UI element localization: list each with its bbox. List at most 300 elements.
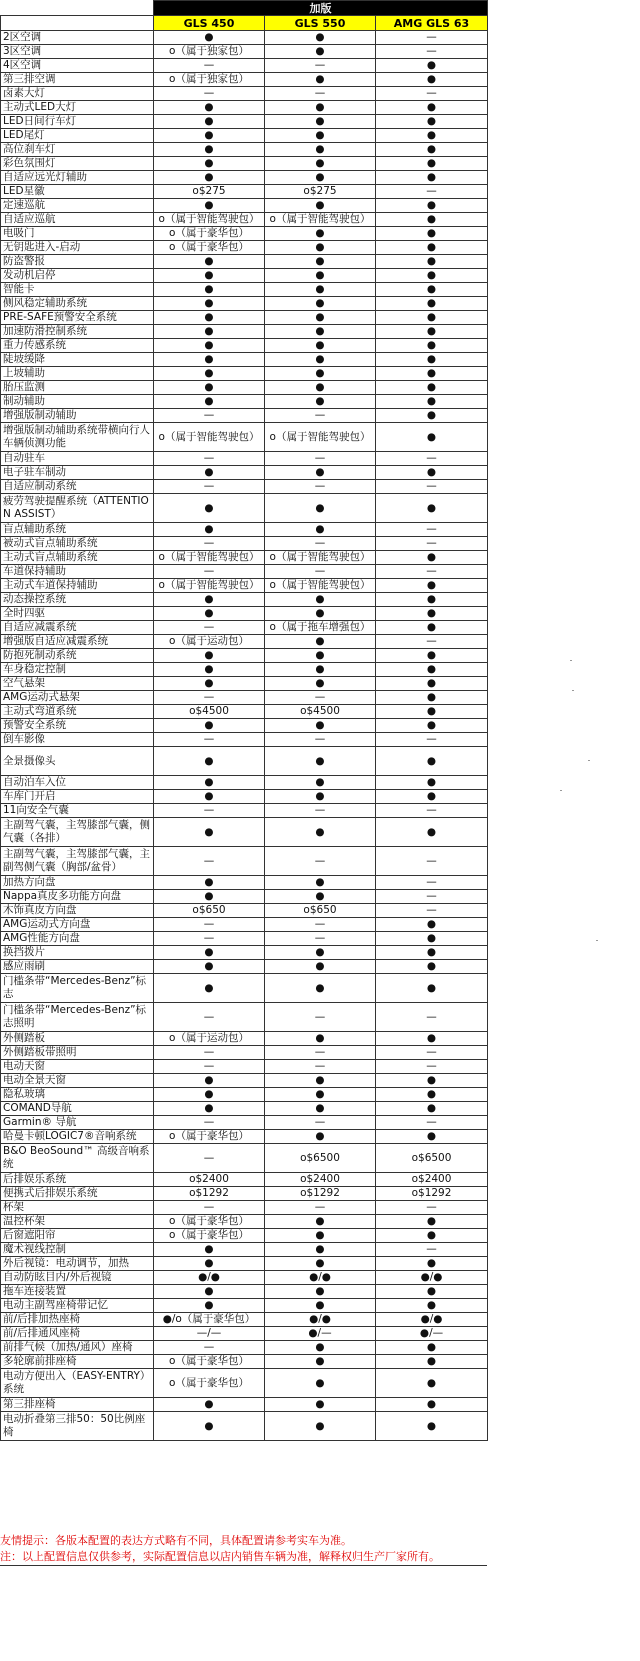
value-gls-450: ● — [154, 325, 265, 339]
value-gls-450: o（属于豪华包） — [154, 241, 265, 255]
value-amg-gls-63: ● — [376, 395, 488, 409]
table-row — [1, 1229, 488, 1243]
value-amg-gls-63: — — [376, 1003, 488, 1032]
value-amg-gls-63: ● — [376, 918, 488, 932]
table-row — [1, 607, 488, 621]
value-amg-gls-63: — — [376, 45, 488, 59]
value-gls-450: — — [154, 804, 265, 818]
value-gls-450: o（属于独家包） — [154, 45, 265, 59]
value-amg-gls-63: ● — [376, 466, 488, 480]
value-gls-550: — — [265, 691, 376, 705]
value-gls-450: — — [154, 733, 265, 747]
value-amg-gls-63: — — [376, 1201, 488, 1215]
value-gls-550: o（属于智能驾驶包） — [265, 579, 376, 593]
value-gls-450: ● — [154, 1257, 265, 1271]
value-gls-550: — — [265, 452, 376, 466]
value-gls-550: ● — [265, 677, 376, 691]
value-gls-450: ● — [154, 311, 265, 325]
value-gls-550: o$1292 — [265, 1187, 376, 1201]
value-gls-450: ● — [154, 523, 265, 537]
group-label: 加版 — [154, 1, 488, 16]
table-row — [1, 311, 488, 325]
value-amg-gls-63: ● — [376, 115, 488, 129]
table-row — [1, 551, 488, 565]
value-amg-gls-63: ● — [376, 143, 488, 157]
value-gls-450: — — [154, 691, 265, 705]
table-row — [1, 918, 488, 932]
value-gls-450: o$650 — [154, 904, 265, 918]
feature-name: 木饰真皮方向盘 — [1, 904, 154, 918]
table-row — [1, 31, 488, 45]
value-gls-450: o（属于智能驾驶包） — [154, 213, 265, 227]
value-gls-450: — — [154, 537, 265, 551]
feature-name: 车道保持辅助 — [1, 565, 154, 579]
table-row — [1, 466, 488, 480]
value-amg-gls-63: — — [376, 890, 488, 904]
feature-name: 预警安全系统 — [1, 719, 154, 733]
value-gls-450: o（属于运动包） — [154, 1032, 265, 1046]
value-gls-550: ● — [265, 73, 376, 87]
value-amg-gls-63: ●/— — [376, 1327, 488, 1341]
feature-name: 前排气候（加热/通风）座椅 — [1, 1341, 154, 1355]
feature-name: 卤素大灯 — [1, 87, 154, 101]
table-row — [1, 960, 488, 974]
table-row — [1, 876, 488, 890]
feature-name: 3区空调 — [1, 45, 154, 59]
feature-name: 自动防眩目内/外后视镜 — [1, 1271, 154, 1285]
value-gls-550: ●/● — [265, 1313, 376, 1327]
feature-name: 自动驻车 — [1, 452, 154, 466]
value-amg-gls-63: ●/● — [376, 1271, 488, 1285]
value-gls-450: — — [154, 409, 265, 423]
feature-name: 电动方便出入（EASY-ENTRY）系统 — [1, 1369, 154, 1398]
value-gls-550: ● — [265, 1229, 376, 1243]
table-row — [1, 241, 488, 255]
table-row — [1, 649, 488, 663]
table-row — [1, 1355, 488, 1369]
feature-name: 杯架 — [1, 1201, 154, 1215]
table-row — [1, 129, 488, 143]
scan-speck — [570, 660, 572, 661]
value-amg-gls-63: — — [376, 1116, 488, 1130]
scan-speck — [596, 940, 598, 941]
table-row — [1, 1046, 488, 1060]
table-row — [1, 157, 488, 171]
feature-name: 重力传感系统 — [1, 339, 154, 353]
value-amg-gls-63: ● — [376, 1257, 488, 1271]
value-gls-550: ● — [265, 325, 376, 339]
table-row — [1, 705, 488, 719]
table-row — [1, 1285, 488, 1299]
table-row — [1, 818, 488, 847]
feature-name: 后排娱乐系统 — [1, 1173, 154, 1187]
value-amg-gls-63: ● — [376, 227, 488, 241]
table-row — [1, 339, 488, 353]
feature-name: 主副驾气囊，主驾膝部气囊，主副驾侧气囊（胸部/盆骨） — [1, 847, 154, 876]
value-gls-450: ● — [154, 1299, 265, 1313]
value-gls-450: ● — [154, 157, 265, 171]
feature-name: 自适应远光灯辅助 — [1, 171, 154, 185]
table-row — [1, 847, 488, 876]
value-gls-550: ● — [265, 353, 376, 367]
value-gls-550: ● — [265, 255, 376, 269]
value-gls-550: — — [265, 565, 376, 579]
value-gls-550: o（属于智能驾驶包） — [265, 423, 376, 452]
value-amg-gls-63: ● — [376, 311, 488, 325]
value-gls-550: ● — [265, 523, 376, 537]
value-gls-450: o（属于豪华包） — [154, 1130, 265, 1144]
value-amg-gls-63: — — [376, 733, 488, 747]
feature-name: Garmin® 导航 — [1, 1116, 154, 1130]
value-gls-450: ● — [154, 649, 265, 663]
table-row — [1, 1074, 488, 1088]
table-row — [1, 255, 488, 269]
table-row — [1, 1271, 488, 1285]
feature-name: 哈曼卡顿LOGIC7®音响系统 — [1, 1130, 154, 1144]
value-gls-550: ● — [265, 1299, 376, 1313]
table-row — [1, 776, 488, 790]
value-gls-450: ● — [154, 367, 265, 381]
value-gls-550: ● — [265, 241, 376, 255]
value-gls-550: ● — [265, 607, 376, 621]
value-gls-550: ● — [265, 974, 376, 1003]
feature-name: 电动折叠第三排50：50比例座椅 — [1, 1412, 154, 1441]
table-row — [1, 1327, 488, 1341]
table-row — [1, 297, 488, 311]
value-gls-550: ● — [265, 1285, 376, 1299]
value-gls-550: — — [265, 1116, 376, 1130]
value-amg-gls-63: ● — [376, 494, 488, 523]
table-row — [1, 1032, 488, 1046]
value-gls-550: ● — [265, 747, 376, 776]
value-gls-550: ● — [265, 960, 376, 974]
value-amg-gls-63: — — [376, 565, 488, 579]
table-row — [1, 1257, 488, 1271]
value-gls-550: o$275 — [265, 185, 376, 199]
feature-name: 门槛条带“Mercedes-Benz”标志照明 — [1, 1003, 154, 1032]
value-gls-450: o$2400 — [154, 1173, 265, 1187]
value-gls-450: ● — [154, 129, 265, 143]
value-amg-gls-63: ● — [376, 1299, 488, 1313]
value-amg-gls-63: ● — [376, 367, 488, 381]
value-gls-450: ● — [154, 1412, 265, 1441]
table-row — [1, 691, 488, 705]
value-amg-gls-63: ● — [376, 269, 488, 283]
table-row — [1, 269, 488, 283]
value-gls-550: o（属于拖车增强包） — [265, 621, 376, 635]
value-gls-450: ● — [154, 876, 265, 890]
value-gls-550: ● — [265, 45, 376, 59]
value-gls-550: o（属于智能驾驶包） — [265, 551, 376, 565]
value-gls-550: ● — [265, 1102, 376, 1116]
value-gls-450: ● — [154, 115, 265, 129]
value-amg-gls-63: ● — [376, 649, 488, 663]
feature-name: 智能卡 — [1, 283, 154, 297]
feature-name: 外侧踏板 — [1, 1032, 154, 1046]
table-row — [1, 73, 488, 87]
value-amg-gls-63: — — [376, 452, 488, 466]
value-gls-550: ● — [265, 1355, 376, 1369]
value-amg-gls-63: ● — [376, 1369, 488, 1398]
value-gls-450: ● — [154, 946, 265, 960]
value-gls-550: — — [265, 1046, 376, 1060]
feature-name: 便携式后排娱乐系统 — [1, 1187, 154, 1201]
value-gls-450: — — [154, 565, 265, 579]
value-amg-gls-63: ● — [376, 691, 488, 705]
feature-name: B&O BeoSound™ 高级音响系统 — [1, 1144, 154, 1173]
table-row — [1, 663, 488, 677]
value-gls-450: ● — [154, 269, 265, 283]
feature-name: 彩色氛围灯 — [1, 157, 154, 171]
value-gls-550: ● — [265, 199, 376, 213]
table-row — [1, 1341, 488, 1355]
value-gls-550: ● — [265, 946, 376, 960]
table-row — [1, 1215, 488, 1229]
value-gls-450: ● — [154, 255, 265, 269]
value-gls-550: — — [265, 847, 376, 876]
value-gls-550: o$650 — [265, 904, 376, 918]
value-gls-450: o（属于豪华包） — [154, 1355, 265, 1369]
value-amg-gls-63: — — [376, 185, 488, 199]
value-gls-550: ● — [265, 31, 376, 45]
table-row — [1, 1144, 488, 1173]
value-gls-450: ● — [154, 890, 265, 904]
table-row — [1, 494, 488, 523]
value-amg-gls-63: ● — [376, 325, 488, 339]
feature-name: 疲劳驾驶提醒系统（ATTENTION ASSIST） — [1, 494, 154, 523]
feature-name: 后窗遮阳帘 — [1, 1229, 154, 1243]
value-amg-gls-63: — — [376, 1046, 488, 1060]
value-amg-gls-63: ● — [376, 1341, 488, 1355]
table-row — [1, 1412, 488, 1441]
feature-name: LED星徽 — [1, 185, 154, 199]
value-gls-450: ● — [154, 776, 265, 790]
value-amg-gls-63: ● — [376, 255, 488, 269]
feature-name: Nappa真皮多功能方向盘 — [1, 890, 154, 904]
value-gls-550: ● — [265, 790, 376, 804]
table-row — [1, 199, 488, 213]
value-gls-450: — — [154, 480, 265, 494]
table-row — [1, 946, 488, 960]
value-amg-gls-63: ● — [376, 1032, 488, 1046]
value-gls-550: — — [265, 1201, 376, 1215]
value-amg-gls-63: ● — [376, 1355, 488, 1369]
table-row — [1, 1243, 488, 1257]
feature-name: 空气悬架 — [1, 677, 154, 691]
feature-name: 第三排座椅 — [1, 1398, 154, 1412]
value-gls-450: ● — [154, 747, 265, 776]
feature-name: 外侧踏板带照明 — [1, 1046, 154, 1060]
feature-name: 主副驾气囊，主驾膝部气囊，侧气囊（各排） — [1, 818, 154, 847]
value-amg-gls-63: ●/● — [376, 1313, 488, 1327]
table-row — [1, 1060, 488, 1074]
value-gls-450: — — [154, 452, 265, 466]
value-amg-gls-63: ● — [376, 171, 488, 185]
value-amg-gls-63: — — [376, 635, 488, 649]
value-amg-gls-63: ● — [376, 353, 488, 367]
value-gls-450: o$4500 — [154, 705, 265, 719]
value-gls-550: ● — [265, 1088, 376, 1102]
value-gls-450: o（属于独家包） — [154, 73, 265, 87]
table-row — [1, 423, 488, 452]
value-amg-gls-63: — — [376, 847, 488, 876]
value-gls-550: — — [265, 480, 376, 494]
value-gls-550: ● — [265, 157, 376, 171]
table-row — [1, 395, 488, 409]
value-gls-450: ● — [154, 1074, 265, 1088]
value-gls-450: ● — [154, 790, 265, 804]
value-gls-550: ● — [265, 1032, 376, 1046]
table-row — [1, 1369, 488, 1398]
value-gls-450: — — [154, 1003, 265, 1032]
model-amg-gls-63: AMG GLS 63 — [376, 16, 488, 31]
value-gls-450: ● — [154, 1102, 265, 1116]
table-row — [1, 932, 488, 946]
feature-name: 11向安全气囊 — [1, 804, 154, 818]
table-row — [1, 565, 488, 579]
value-amg-gls-63: ● — [376, 241, 488, 255]
table-row — [1, 1201, 488, 1215]
table-row — [1, 213, 488, 227]
value-gls-550: ● — [265, 1412, 376, 1441]
value-amg-gls-63: — — [376, 876, 488, 890]
value-amg-gls-63: ● — [376, 381, 488, 395]
value-gls-450: o（属于豪华包） — [154, 1215, 265, 1229]
value-amg-gls-63: ● — [376, 705, 488, 719]
value-amg-gls-63: ● — [376, 677, 488, 691]
value-amg-gls-63: — — [376, 1060, 488, 1074]
feature-name: 拖车连接装置 — [1, 1285, 154, 1299]
feature-name: 全时四驱 — [1, 607, 154, 621]
value-gls-450: ● — [154, 719, 265, 733]
feature-name: 温控杯架 — [1, 1215, 154, 1229]
feature-name: LED尾灯 — [1, 129, 154, 143]
feature-name: 自适应制动系统 — [1, 480, 154, 494]
value-amg-gls-63: ● — [376, 297, 488, 311]
value-gls-550: — — [265, 1003, 376, 1032]
table-row — [1, 621, 488, 635]
scan-speck — [588, 760, 590, 761]
table-row — [1, 1187, 488, 1201]
feature-name: 自适应减震系统 — [1, 621, 154, 635]
feature-name: AMG运动式方向盘 — [1, 918, 154, 932]
feature-name: 电动全景天窗 — [1, 1074, 154, 1088]
feature-name: 多轮廓前排座椅 — [1, 1355, 154, 1369]
feature-name: 主动式车道保持辅助 — [1, 579, 154, 593]
value-gls-450: ● — [154, 283, 265, 297]
value-gls-450: ● — [154, 353, 265, 367]
value-gls-550: — — [265, 804, 376, 818]
value-gls-550: ● — [265, 719, 376, 733]
feature-name: 加热方向盘 — [1, 876, 154, 890]
value-amg-gls-63: ● — [376, 213, 488, 227]
value-amg-gls-63: ● — [376, 73, 488, 87]
feature-name: 胎压监测 — [1, 381, 154, 395]
table-row — [1, 1088, 488, 1102]
value-amg-gls-63: o$1292 — [376, 1187, 488, 1201]
value-gls-450: ● — [154, 199, 265, 213]
feature-name: 增强版制动辅助系统带横向行人车辆侦测功能 — [1, 423, 154, 452]
value-gls-450: —/— — [154, 1327, 265, 1341]
value-gls-550: ● — [265, 339, 376, 353]
value-amg-gls-63: ● — [376, 1412, 488, 1441]
feature-name: 动态操控系统 — [1, 593, 154, 607]
footer-tip: 友情提示：各版本配置的表达方式略有不同，具体配置请参考实车为准。 — [0, 1534, 352, 1547]
feature-name: 电动主副驾座椅带记忆 — [1, 1299, 154, 1313]
value-gls-550: ● — [265, 776, 376, 790]
feature-name: 4区空调 — [1, 59, 154, 73]
feature-name: 魔术视线控制 — [1, 1243, 154, 1257]
value-gls-450: ● — [154, 101, 265, 115]
value-amg-gls-63: ● — [376, 199, 488, 213]
value-gls-550: ● — [265, 297, 376, 311]
table-row — [1, 1173, 488, 1187]
model-gls-550: GLS 550 — [265, 16, 376, 31]
value-gls-550: ●/● — [265, 1271, 376, 1285]
feature-name: 无钥匙进入-启动 — [1, 241, 154, 255]
value-gls-550: o$4500 — [265, 705, 376, 719]
value-amg-gls-63: ● — [376, 776, 488, 790]
feature-name: 前/后排通风座椅 — [1, 1327, 154, 1341]
value-gls-550: — — [265, 918, 376, 932]
value-gls-450: o（属于豪华包） — [154, 1229, 265, 1243]
value-gls-450: o（属于豪华包） — [154, 227, 265, 241]
value-gls-550: o$6500 — [265, 1144, 376, 1173]
value-gls-550: ● — [265, 593, 376, 607]
value-gls-550: ● — [265, 1130, 376, 1144]
table-row — [1, 59, 488, 73]
value-gls-450: o$1292 — [154, 1187, 265, 1201]
feature-name: 发动机启停 — [1, 269, 154, 283]
value-gls-450: ● — [154, 974, 265, 1003]
value-amg-gls-63: ● — [376, 607, 488, 621]
value-gls-450: ●/o（属于豪华包） — [154, 1313, 265, 1327]
value-gls-450: — — [154, 1144, 265, 1173]
table-row — [1, 87, 488, 101]
value-gls-450: — — [154, 1341, 265, 1355]
table-row — [1, 45, 488, 59]
footer-note: 注：以上配置信息仅供参考，实际配置信息以店内销售车辆为准，解释权归生产厂家所有。 — [0, 1550, 440, 1563]
table-row — [1, 719, 488, 733]
feature-name: 第三排空调 — [1, 73, 154, 87]
table-row — [1, 101, 488, 115]
value-gls-450: ● — [154, 143, 265, 157]
value-amg-gls-63: ● — [376, 946, 488, 960]
table-row — [1, 1398, 488, 1412]
value-gls-550: ● — [265, 890, 376, 904]
value-amg-gls-63: ● — [376, 157, 488, 171]
table-row — [1, 635, 488, 649]
feature-name: 全景摄像头 — [1, 747, 154, 776]
table-row — [1, 283, 488, 297]
value-gls-550: ● — [265, 115, 376, 129]
value-gls-450: o（属于豪华包） — [154, 1369, 265, 1398]
feature-name: 侧风稳定辅助系统 — [1, 297, 154, 311]
value-amg-gls-63: ● — [376, 960, 488, 974]
feature-name: 2区空调 — [1, 31, 154, 45]
value-gls-550: — — [265, 87, 376, 101]
value-gls-450: ● — [154, 663, 265, 677]
spec-rows — [1, 31, 488, 1441]
feature-name: 倒车影像 — [1, 733, 154, 747]
value-amg-gls-63: ● — [376, 1074, 488, 1088]
value-gls-550: ● — [265, 101, 376, 115]
value-gls-450: — — [154, 1046, 265, 1060]
value-amg-gls-63: — — [376, 523, 488, 537]
value-amg-gls-63: ● — [376, 579, 488, 593]
table-row — [1, 353, 488, 367]
value-amg-gls-63: — — [376, 87, 488, 101]
